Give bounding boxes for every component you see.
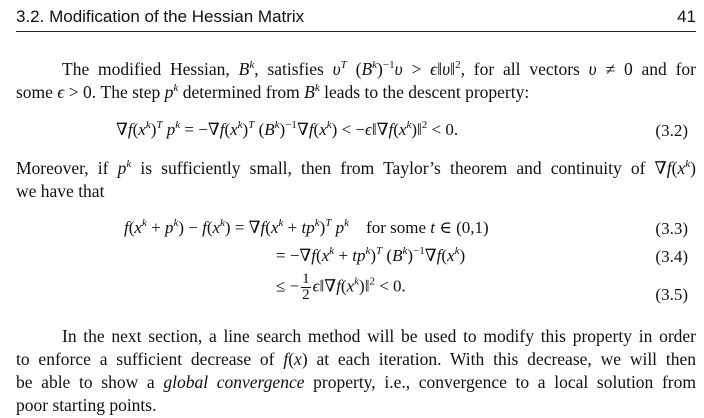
header-rule — [16, 31, 696, 32]
paragraph-3-line-1: In the next section, a line search method will be used to modify this property in order — [62, 326, 696, 346]
fraction-one-half: $\frac{1}{2}$ — [302, 271, 310, 303]
paragraph-3-line-3: be able to show a global convergence property, i.e., convergence to a local solution from — [16, 372, 696, 392]
paragraph-2-line-1: Moreover, if $p^k$ is sufficiently small, then from Taylor’s theorem and continuity of $\nabla f(x^k)$ — [16, 158, 696, 178]
paragraph-1-line-1: The modified Hessian, $B^k$, satisfies $\upsilon^T$ $(B^k)^{-1}\upsilon$ > ϵ‖υ‖$^2$, for all vectors υ ≠ 0 and for — [62, 59, 697, 79]
section-title: 3.2. Modification of the Hessian Matrix — [16, 7, 305, 26]
paragraph-3-line-2: to enforce a sufficient decrease of f(x) at each iteration. With this decrease, we will then — [16, 349, 696, 369]
equation-number-3-3: (3.3) — [655, 219, 688, 238]
running-header — [16, 5, 696, 29]
emphasis-global-convergence: global convergence — [163, 372, 305, 392]
paragraph-1-line-2: some ϵ > 0. The step $p^k$ determined from $B^k$ leads to the descent property: — [16, 82, 530, 102]
equation-number-3-2: (3.2) — [655, 121, 688, 140]
page-number: 41 — [677, 7, 696, 26]
equation-3-5: ≤ − $\frac{1}{2}$ $\epsilon‖\nabla f(x^k)‖^2 < 0$. — [276, 271, 406, 303]
paragraph-3-line-4: poor starting points. — [16, 395, 157, 415]
equation-number-3-4: (3.4) — [655, 247, 688, 266]
paragraph-2-line-2: we have that — [16, 181, 105, 201]
equation-3-3: $f(x^k + p^k) - f(x^k) = \nabla f(x^k + tp^k)^T$ $p^k$ for some t ∈ (0,1) — [124, 217, 489, 237]
equation-3-2: $\nabla f(x^k)^T$ $p^k = -\nabla f(x^k)^T$ $(B^k)^{-1}\nabla f(x^k)$ < $-\epsilon‖\nabla f(x^k)‖^2 < 0$. — [116, 119, 459, 139]
equation-3-4: = $-\nabla f(x^k + tp^k)^T$ $(B^k)^{-1}\nabla f(x^k)$ — [276, 245, 466, 265]
equation-number-3-5: (3.5) — [655, 285, 688, 304]
